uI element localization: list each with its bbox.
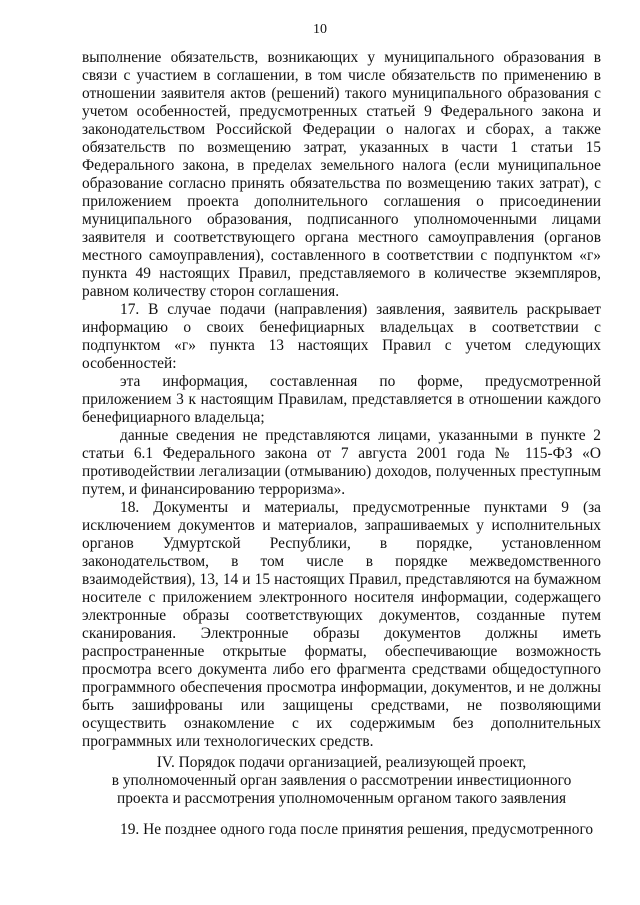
paragraph-18: 18. Документы и материалы, предусмотренные пунктами 9 (за исключением документов и материалов, запрашиваемых у исполнительных органов Удмуртской Республики, в порядке, установленном законодательством, в том числе в порядке межведомственного взаимодействия), 13, 14 и 15 настоящих Правил, представляются на бумажном носителе с приложением электронного носителя информации, содержащего электронные образы соответствующих документов, созданные путем сканирования. Электронные образы документов должны иметь распространенные открытые форматы, обеспечивающие возможность просмотра всего документа либо его фрагмента средствами общедоступного программного обеспечения просмотра информации, документов, и не должны быть зашифрованы или защищены средствами, не позволяющими осуществить ознакомление с их содержимым без дополнительных программных или технологических средств. bbox=[82, 499, 601, 750]
document-tail bbox=[82, 821, 601, 839]
paragraph-continuation: выполнение обязательств, возникающих у муниципального образования в связи с участием в соглашении, в том числе обязательств по применению в отношении заявителя актов (решений) такого муниципального образования с учетом особенностей, предусмотренных статьей 9 Федерального закона и законодательством Российской Федерации о налогах и сборах, а также обязательств по возмещению затрат, указанных в части 1 статьи 15 Федерального закона, в пределах земельного налога (если муниципальное образование согласно принять обязательства по возмещению таких затрат), с приложением проекта дополнительного соглашения о присоединении муниципального образования, подписанного уполномоченными лицами заявителя и соответствующего органа местного самоуправления (органов местного самоуправления), составленного в соответствии с подпунктом «г» пункта 49 настоящих Правил, представляемого в количестве экземпляров, равном количеству сторон соглашения. bbox=[82, 49, 601, 300]
paragraph-17-item-2: данные сведения не представляются лицами, указанными в пункте 2 статьи 6.1 Федерального закона от 7 августа 2001 года № 115-ФЗ «О противодействии легализации (отмыванию) доходов, полученных преступным путем, и финансированию терроризма». bbox=[82, 427, 601, 498]
paragraph-17: 17. В случае подачи (направления) заявления, заявитель раскрывает информацию о своих бенефициарных владельцах в соответствии с подпунктом «г» пункта 13 настоящих Правил с учетом следующих особенностей: bbox=[82, 301, 601, 372]
section-heading-line-2: в уполномоченный орган заявления о рассмотрении инвестиционного bbox=[111, 772, 572, 789]
paragraph-17-item-1: эта информация, составленная по форме, предусмотренной приложением 3 к настоящим Правилам, представляется в отношении каждого бенефициарного владельца; bbox=[82, 373, 601, 426]
page-number: 10 bbox=[313, 22, 327, 37]
section-heading bbox=[82, 754, 601, 808]
paragraph-19: 19. Не позднее одного года после принятия решения, предусмотренного bbox=[120, 821, 594, 838]
section-heading-line-1: IV. Порядок подачи организацией, реализующей проект, bbox=[156, 754, 527, 771]
document-body bbox=[82, 49, 601, 751]
section-heading-line-3: проекта и рассмотрения уполномоченным органом такого заявления bbox=[116, 790, 567, 807]
